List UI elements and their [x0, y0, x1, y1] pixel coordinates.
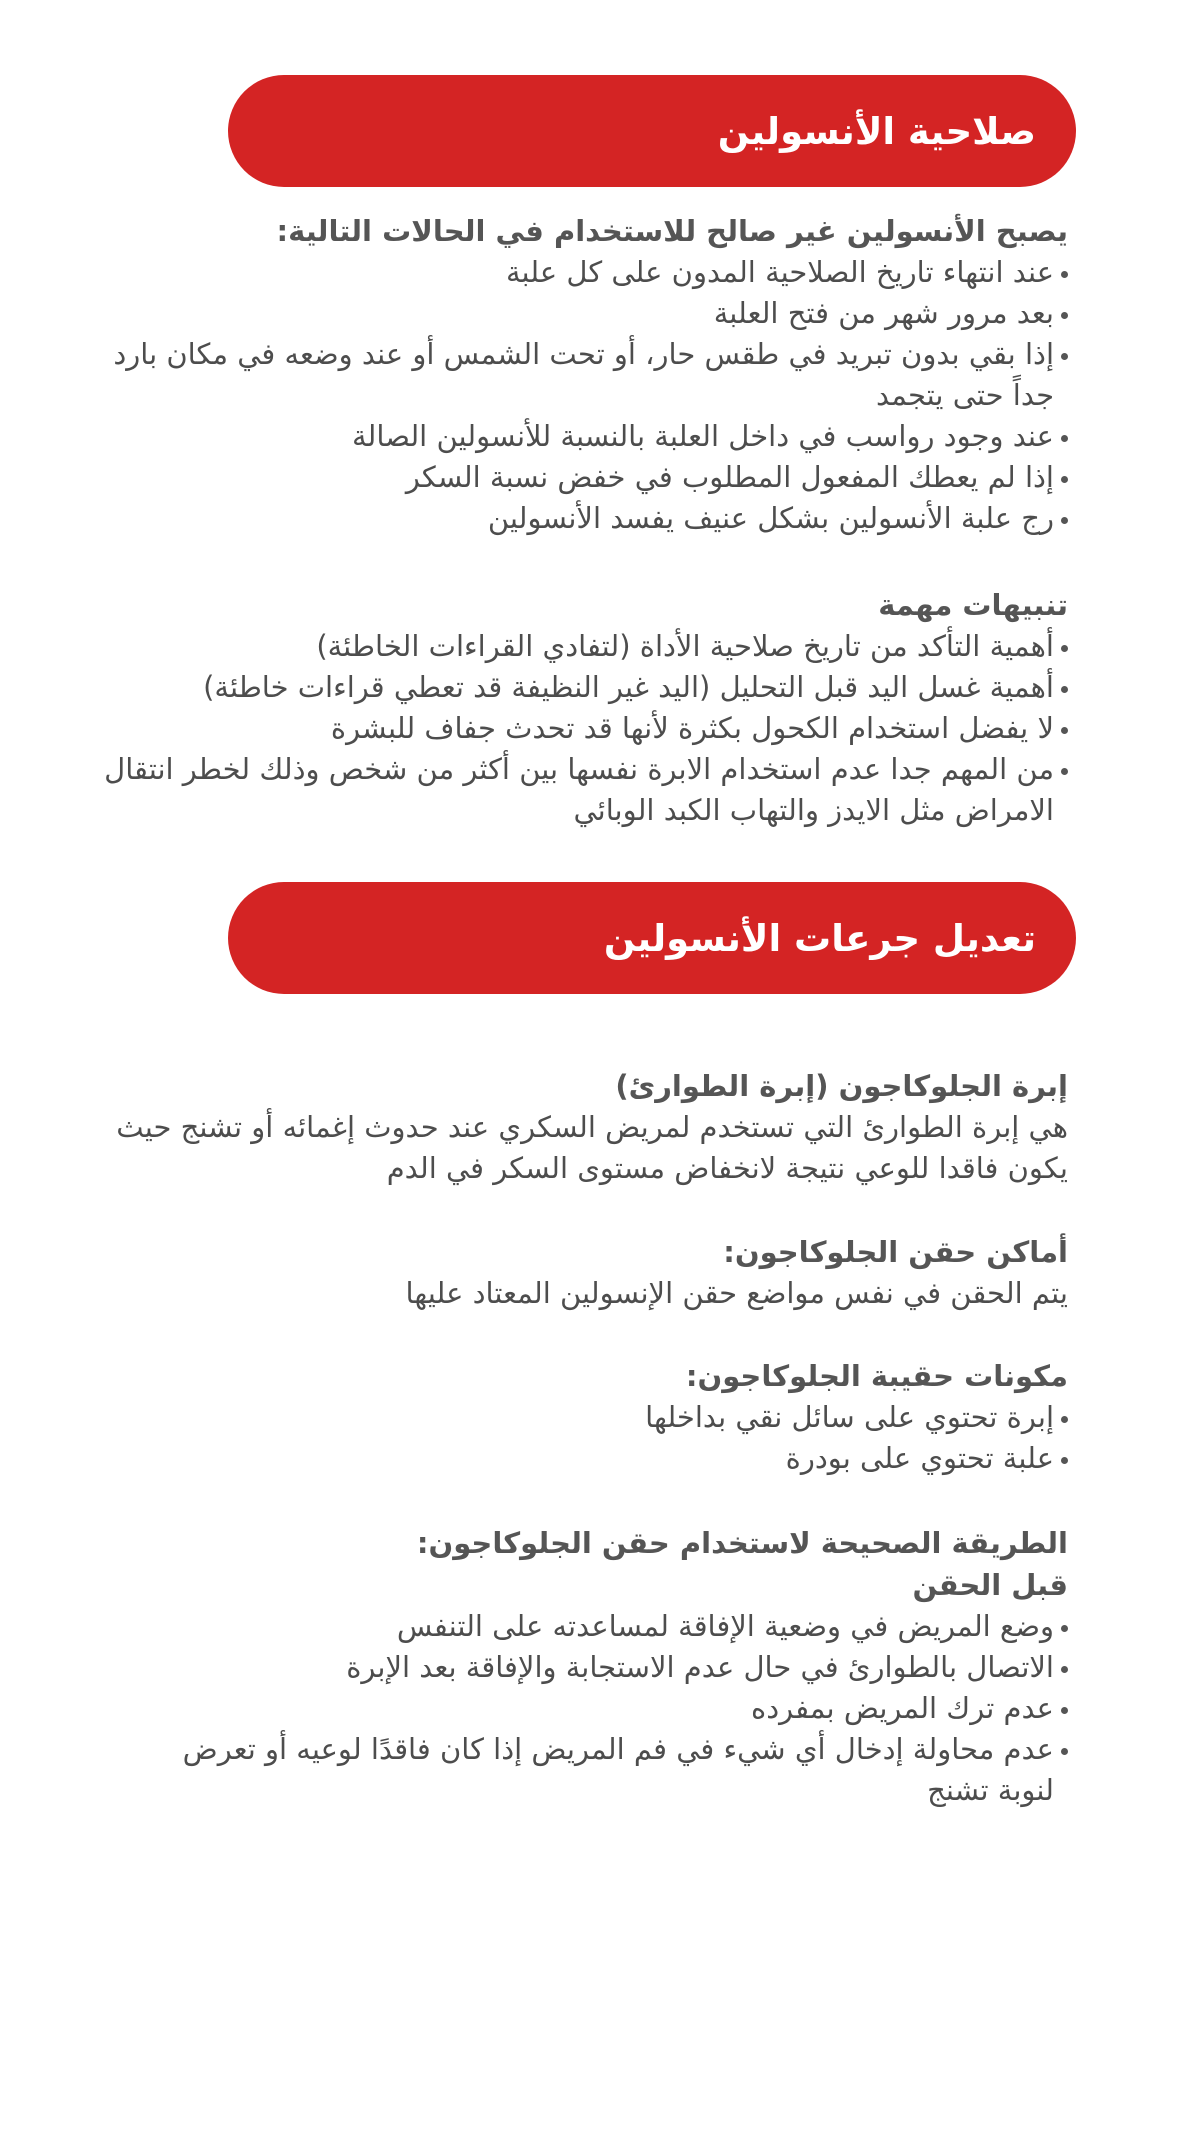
- list-item: من المهم جدا عدم استخدام الابرة نفسها بين أكثر من شخص وذلك لخطر انتقال الامراض مثل الايدز والتهاب الكبد الوبائي: [80, 749, 1068, 831]
- list-item: وضع المريض في وضعية الإفاقة لمساعدته على التنفس: [150, 1606, 1068, 1647]
- list-item: رج علبة الأنسولين بشكل عنيف يفسد الأنسولين: [80, 498, 1068, 539]
- list-item: عدم ترك المريض بمفرده: [150, 1688, 1068, 1729]
- list-item: الاتصال بالطوارئ في حال عدم الاستجابة والإفاقة بعد الإبرة: [150, 1647, 1068, 1688]
- list-item: إذا بقي بدون تبريد في طقس حار، أو تحت الشمس أو عند وضعه في مكان بارد جداً حتى يتجمد: [80, 334, 1068, 416]
- list-item: علبة تحتوي على بودرة: [80, 1438, 1068, 1479]
- list-item: إذا لم يعطك المفعول المطلوب في خفض نسبة السكر: [80, 457, 1068, 498]
- validity-block: [80, 210, 1068, 539]
- warnings-title: تنبيهات مهمة: [878, 588, 1068, 622]
- sites-block: [80, 1231, 1068, 1314]
- list-item: بعد مرور شهر من فتح العلبة: [80, 293, 1068, 334]
- kit-block: [80, 1355, 1068, 1479]
- list-item: عند انتهاء تاريخ الصلاحية المدون على كل علبة: [80, 252, 1068, 293]
- banner-title: تعديل جرعات الأنسولين: [603, 916, 1036, 960]
- glucagon-description: هي إبرة الطوارئ التي تستخدم لمريض السكري عند حدوث إغمائه أو تشنج حيث يكون فاقدا للوعي نتيجة لانخفاض مستوى السكر في الدم: [116, 1110, 1068, 1185]
- list-item: أهمية غسل اليد قبل التحليل (اليد غير النظيفة قد تعطي قراءات خاطئة): [80, 667, 1068, 708]
- sites-title: أماكن حقن الجلوكاجون:: [723, 1235, 1068, 1269]
- method-block: [150, 1522, 1068, 1811]
- section-banner-insulin-validity: [228, 75, 1076, 187]
- list-item: إبرة تحتوي على سائل نقي بداخلها: [80, 1397, 1068, 1438]
- kit-list: [80, 1397, 1068, 1479]
- warnings-list: [80, 626, 1068, 831]
- sites-text: يتم الحقن في نفس مواضع حقن الإنسولين المعتاد عليها: [405, 1276, 1068, 1310]
- kit-title: مكونات حقيبة الجلوكاجون:: [685, 1359, 1068, 1393]
- method-list: [150, 1606, 1068, 1811]
- banner-title: صلاحية الأنسولين: [717, 109, 1036, 153]
- warnings-block: [80, 584, 1068, 831]
- glucagon-block: [80, 1065, 1068, 1189]
- list-item: عدم محاولة إدخال أي شيء في فم المريض إذا كان فاقدًا لوعيه أو تعرض لنوبة تشنج: [150, 1729, 1068, 1811]
- method-subtitle: قبل الحقن: [912, 1568, 1068, 1602]
- glucagon-title: إبرة الجلوكاجون (إبرة الطوارئ): [615, 1069, 1068, 1103]
- list-item: لا يفضل استخدام الكحول بكثرة لأنها قد تحدث جفاف للبشرة: [80, 708, 1068, 749]
- validity-list: [80, 252, 1068, 539]
- list-item: عند وجود رواسب في داخل العلبة بالنسبة للأنسولين الصالة: [80, 416, 1068, 457]
- validity-intro: يصبح الأنسولين غير صالح للاستخدام في الحالات التالية:: [276, 214, 1068, 248]
- list-item: أهمية التأكد من تاريخ صلاحية الأداة (لتفادي القراءات الخاطئة): [80, 626, 1068, 667]
- section-banner-dose-adjustment: [228, 882, 1076, 994]
- method-title: الطريقة الصحيحة لاستخدام حقن الجلوكاجون:: [416, 1526, 1068, 1560]
